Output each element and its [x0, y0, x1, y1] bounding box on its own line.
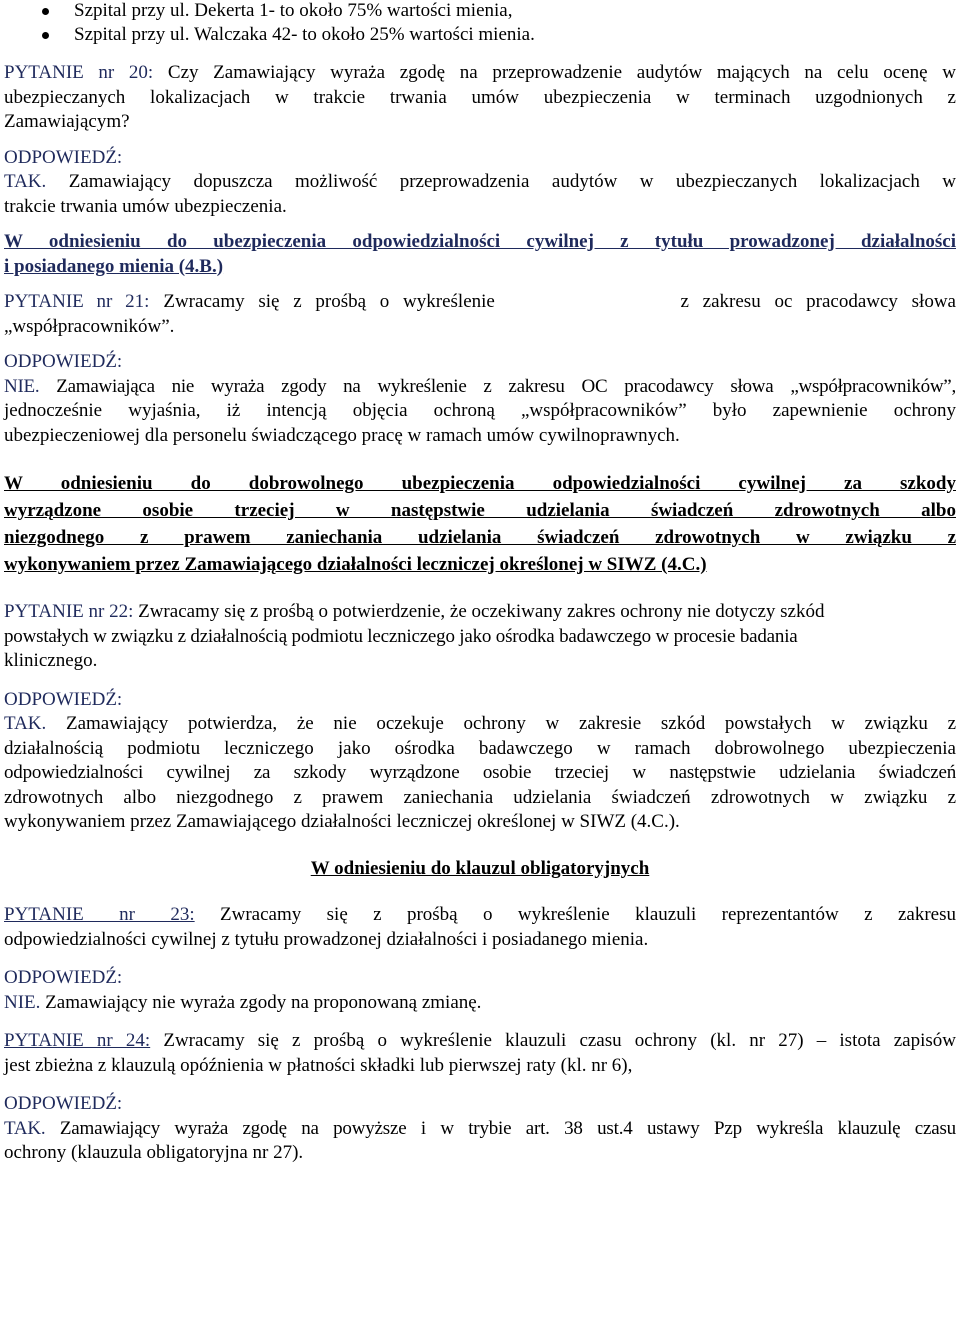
- question-text: PYTANIE nr 24: Zwracamy się z prośbą o wykreślenie klauzuli czasu ochrony (kl. nr 27) – istota zapisów: [4, 1030, 956, 1051]
- question-24: [4, 1029, 956, 1166]
- question-21: [4, 290, 956, 448]
- question-label: PYTANIE nr 20:: [4, 62, 154, 83]
- question-text: powstałych w związku z działalnością podmiotu leczniczego jako ośrodka badawczego w procesie badania: [4, 625, 798, 647]
- section-heading-4b: W odniesieniu do ubezpieczenia odpowiedzialności cywilnej z tytułu prowadzonej działalności i posiadanego mienia (4.B.): [4, 231, 956, 277]
- answer-lead: NIE.: [4, 375, 40, 397]
- answer-text: wykonywaniem przez Zamawiającego działalności leczniczej określonej w SIWZ (4.C.).: [4, 811, 680, 832]
- question-23: [4, 903, 956, 1015]
- section-heading-4c: W odniesieniu do dobrowolnego ubezpieczenia odpowiedzialności cywilnej za szkody wyrządzone osobie trzeciej w następstwie udzielania świadczeń zdrowotnych albo niezgodnego z prawem zaniechania udzielania świadczeń zdrowotnych w związku z wykonywaniem przez Zamawiającego działalności leczniczej określonej w SIWZ (4.C.): [4, 473, 956, 575]
- question-text: Zamawiającym?: [4, 111, 130, 132]
- answer-lead: TAK.: [4, 713, 47, 734]
- answer-text: ochrony (klauzula obligatoryjna nr 27).: [4, 1142, 304, 1163]
- list-item: Szpital przy ul. Dekerta 1- to około 75% wartości mienia,: [4, 0, 956, 23]
- answer-text: TAK. Zamawiający dopuszcza możliwość przeprowadzenia audytów w ubezpieczanych lokalizacjach w: [4, 171, 956, 192]
- answer-text: NIE. Zamawiająca nie wyraża zgody na wykreślenie z zakresu OC pracodawcy słowa „współpracowników”,: [4, 375, 956, 397]
- answer-heading: ODPOWIEDŹ:: [4, 146, 123, 168]
- answer-heading: ODPOWIEDŹ:: [4, 1093, 123, 1114]
- question-text: PYTANIE nr 21: Zwracamy się z prośbą o wykreślenie z zakresu oc pracodawcy słowa: [4, 290, 956, 315]
- question-text: klinicznego.: [4, 650, 98, 671]
- answer-text: jednocześnie wyjaśnia, iż intencją objęcia ochroną „współpracowników” było zapewnienie ochrony: [4, 400, 956, 421]
- answer-text: odpowiedzialności cywilnej za szkody wyrządzone osobie trzeciej w następstwie udzielania świadczeń: [4, 762, 956, 783]
- question-label: PYTANIE nr 22:: [4, 601, 134, 622]
- answer-text: NIE. Zamawiający nie wyraża zgody na proponowaną zmianę.: [4, 991, 482, 1013]
- bullet-icon: [42, 8, 49, 15]
- question-text: jest zbieżna z klauzulą opóźnienia w płatności składki lub pierwszej raty (kl. nr 6),: [4, 1054, 633, 1076]
- answer-heading: ODPOWIEDŹ:: [4, 351, 123, 372]
- section-heading-klauzule: W odniesieniu do klauzul obligatoryjnych: [310, 857, 650, 879]
- question-label: PYTANIE nr 21:: [4, 291, 150, 312]
- question-text: odpowiedzialności cywilnej z tytułu prowadzonej działalności i posiadanego mienia.: [4, 928, 649, 950]
- answer-text: ubezpieczeniowej dla personelu świadczącego pracę w ramach umów cywilnoprawnych.: [4, 424, 680, 446]
- question-text: PYTANIE nr 23: Zwracamy się z prośbą o wykreślenie klauzuli reprezentantów z zakresu: [4, 904, 957, 925]
- answer-text: TAK. Zamawiający wyraża zgodę na powyższe i w trybie art. 38 ust.4 ustawy Pzp wykreśla klauzulę czasu: [4, 1117, 956, 1139]
- question-text: „współpracowników”.: [4, 315, 175, 337]
- bullet-list: [4, 0, 956, 47]
- question-20: [4, 61, 956, 219]
- list-item: Szpital przy ul. Walczaka 42- to około 25% wartości mienia.: [4, 23, 956, 47]
- question-22: [4, 600, 956, 835]
- question-text: ubezpieczanych lokalizacjach w trakcie trwania umów ubezpieczenia w terminach uzgodnionych z: [4, 86, 956, 108]
- bullet-icon: [42, 32, 49, 39]
- answer-heading: ODPOWIEDŹ:: [4, 967, 123, 988]
- answer-text: zdrowotnych albo niezgodnego z prawem zaniechania udzielania świadczeń zdrowotnych w związku z: [4, 786, 956, 808]
- answer-text: trakcie trwania umów ubezpieczenia.: [4, 195, 287, 217]
- answer-lead: TAK.: [4, 1117, 46, 1139]
- answer-lead: TAK.: [4, 171, 47, 192]
- question-text: PYTANIE nr 22: Zwracamy się z prośbą o potwierdzenie, że oczekiwany zakres ochrony nie dotyczy szkód: [4, 601, 825, 622]
- question-label: PYTANIE nr 24:: [4, 1030, 151, 1051]
- answer-lead: NIE.: [4, 991, 41, 1013]
- question-text: PYTANIE nr 20: Czy Zamawiający wyraża zgodę na przeprowadzenie audytów mających na celu ocenę w: [4, 62, 956, 83]
- answer-heading: ODPOWIEDŹ:: [4, 688, 123, 710]
- answer-text: TAK. Zamawiający potwierdza, że nie oczekuje ochrony w zakresie szkód powstałych w związku z: [4, 713, 956, 734]
- question-label: PYTANIE nr 23:: [4, 904, 195, 925]
- answer-text: działalnością podmiotu leczniczego jako ośrodka badawczego w ramach dobrowolnego ubezpieczenia: [4, 737, 956, 759]
